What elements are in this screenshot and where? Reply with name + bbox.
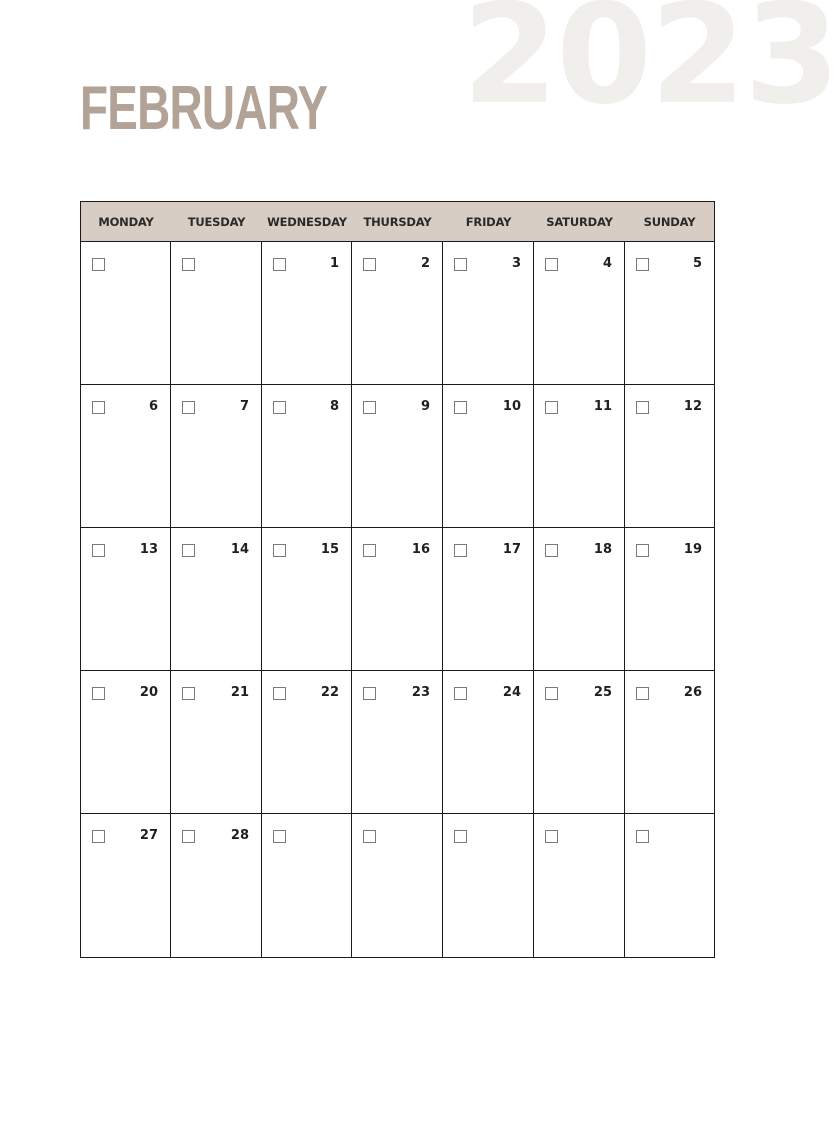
day-checkbox[interactable]: [454, 687, 467, 700]
day-checkbox[interactable]: [92, 258, 105, 271]
day-cell: [352, 814, 443, 957]
day-cell: [171, 385, 262, 528]
day-cell: [352, 242, 443, 385]
day-number: 16: [411, 542, 430, 557]
day-cell: [171, 814, 262, 957]
day-checkbox[interactable]: [182, 687, 195, 700]
day-checkbox[interactable]: [363, 401, 376, 414]
day-checkbox[interactable]: [273, 544, 286, 557]
day-cell: [171, 242, 262, 385]
day-number: 17: [502, 542, 521, 557]
day-checkbox[interactable]: [636, 544, 649, 557]
day-cell: [262, 671, 352, 814]
day-cell: [81, 242, 171, 385]
day-checkbox[interactable]: [92, 544, 105, 557]
weekday-header-sunday: SUNDAY: [625, 202, 714, 242]
day-number: 18: [593, 542, 612, 557]
day-cell: [81, 528, 171, 671]
day-cell: [443, 814, 534, 957]
day-cell: [534, 671, 625, 814]
day-cell: [171, 671, 262, 814]
day-cell: [625, 242, 714, 385]
day-checkbox[interactable]: [545, 687, 558, 700]
day-cell: [262, 242, 352, 385]
day-checkbox[interactable]: [545, 544, 558, 557]
day-number: 15: [320, 542, 339, 557]
day-checkbox[interactable]: [363, 687, 376, 700]
day-number: 20: [139, 685, 158, 700]
day-checkbox[interactable]: [454, 830, 467, 843]
day-number: 21: [230, 685, 249, 700]
day-checkbox[interactable]: [363, 258, 376, 271]
day-number: 24: [502, 685, 521, 700]
day-cell: [534, 385, 625, 528]
day-checkbox[interactable]: [273, 258, 286, 271]
day-cell: [81, 671, 171, 814]
day-number: 7: [239, 399, 249, 414]
day-number: 1: [329, 256, 339, 271]
day-checkbox[interactable]: [182, 544, 195, 557]
weekday-header-wednesday: WEDNESDAY: [262, 202, 352, 242]
day-checkbox[interactable]: [636, 258, 649, 271]
day-checkbox[interactable]: [363, 544, 376, 557]
weekday-header-monday: MONDAY: [81, 202, 171, 242]
day-cell: [625, 528, 714, 671]
day-cell: [262, 528, 352, 671]
day-number: 9: [420, 399, 430, 414]
day-cell: [443, 528, 534, 671]
day-number: 10: [502, 399, 521, 414]
day-checkbox[interactable]: [92, 830, 105, 843]
day-checkbox[interactable]: [363, 830, 376, 843]
day-checkbox[interactable]: [636, 830, 649, 843]
day-cell: [262, 814, 352, 957]
day-cell: [443, 671, 534, 814]
day-number: 19: [683, 542, 702, 557]
day-checkbox[interactable]: [273, 830, 286, 843]
weekday-header-thursday: THURSDAY: [352, 202, 443, 242]
day-checkbox[interactable]: [273, 687, 286, 700]
day-number: 25: [593, 685, 612, 700]
day-checkbox[interactable]: [182, 258, 195, 271]
day-number: 26: [683, 685, 702, 700]
day-cell: [81, 814, 171, 957]
day-number: 5: [692, 256, 702, 271]
day-checkbox[interactable]: [545, 401, 558, 414]
day-cell: [625, 814, 714, 957]
weekday-header-friday: FRIDAY: [443, 202, 534, 242]
calendar-grid: [80, 201, 715, 958]
day-number: 8: [329, 399, 339, 414]
day-cell: [534, 528, 625, 671]
day-cell: [352, 385, 443, 528]
day-checkbox[interactable]: [636, 401, 649, 414]
day-checkbox[interactable]: [636, 687, 649, 700]
day-number: 28: [230, 828, 249, 843]
day-number: 27: [139, 828, 158, 843]
day-cell: [171, 528, 262, 671]
day-cell: [352, 671, 443, 814]
day-cell: [443, 242, 534, 385]
day-number: 12: [683, 399, 702, 414]
day-number: 4: [602, 256, 612, 271]
day-number: 14: [230, 542, 249, 557]
day-checkbox[interactable]: [545, 258, 558, 271]
day-cell: [625, 385, 714, 528]
day-checkbox[interactable]: [545, 830, 558, 843]
day-cell: [534, 814, 625, 957]
weekday-header-saturday: SATURDAY: [534, 202, 625, 242]
day-cell: [352, 528, 443, 671]
day-cell: [625, 671, 714, 814]
day-checkbox[interactable]: [92, 687, 105, 700]
day-checkbox[interactable]: [454, 258, 467, 271]
day-cell: [443, 385, 534, 528]
day-number: 6: [148, 399, 158, 414]
year-watermark: 2023: [462, 0, 838, 135]
day-cell: [534, 242, 625, 385]
day-checkbox[interactable]: [273, 401, 286, 414]
month-title: FEBRUARY: [80, 74, 328, 143]
day-checkbox[interactable]: [454, 401, 467, 414]
day-number: 22: [320, 685, 339, 700]
day-checkbox[interactable]: [182, 830, 195, 843]
day-checkbox[interactable]: [182, 401, 195, 414]
day-checkbox[interactable]: [92, 401, 105, 414]
day-number: 23: [411, 685, 430, 700]
day-cell: [81, 385, 171, 528]
weekday-header-tuesday: TUESDAY: [171, 202, 262, 242]
day-cell: [262, 385, 352, 528]
day-number: 2: [420, 256, 430, 271]
day-number: 11: [593, 399, 612, 414]
day-checkbox[interactable]: [454, 544, 467, 557]
day-number: 3: [511, 256, 521, 271]
day-number: 13: [139, 542, 158, 557]
